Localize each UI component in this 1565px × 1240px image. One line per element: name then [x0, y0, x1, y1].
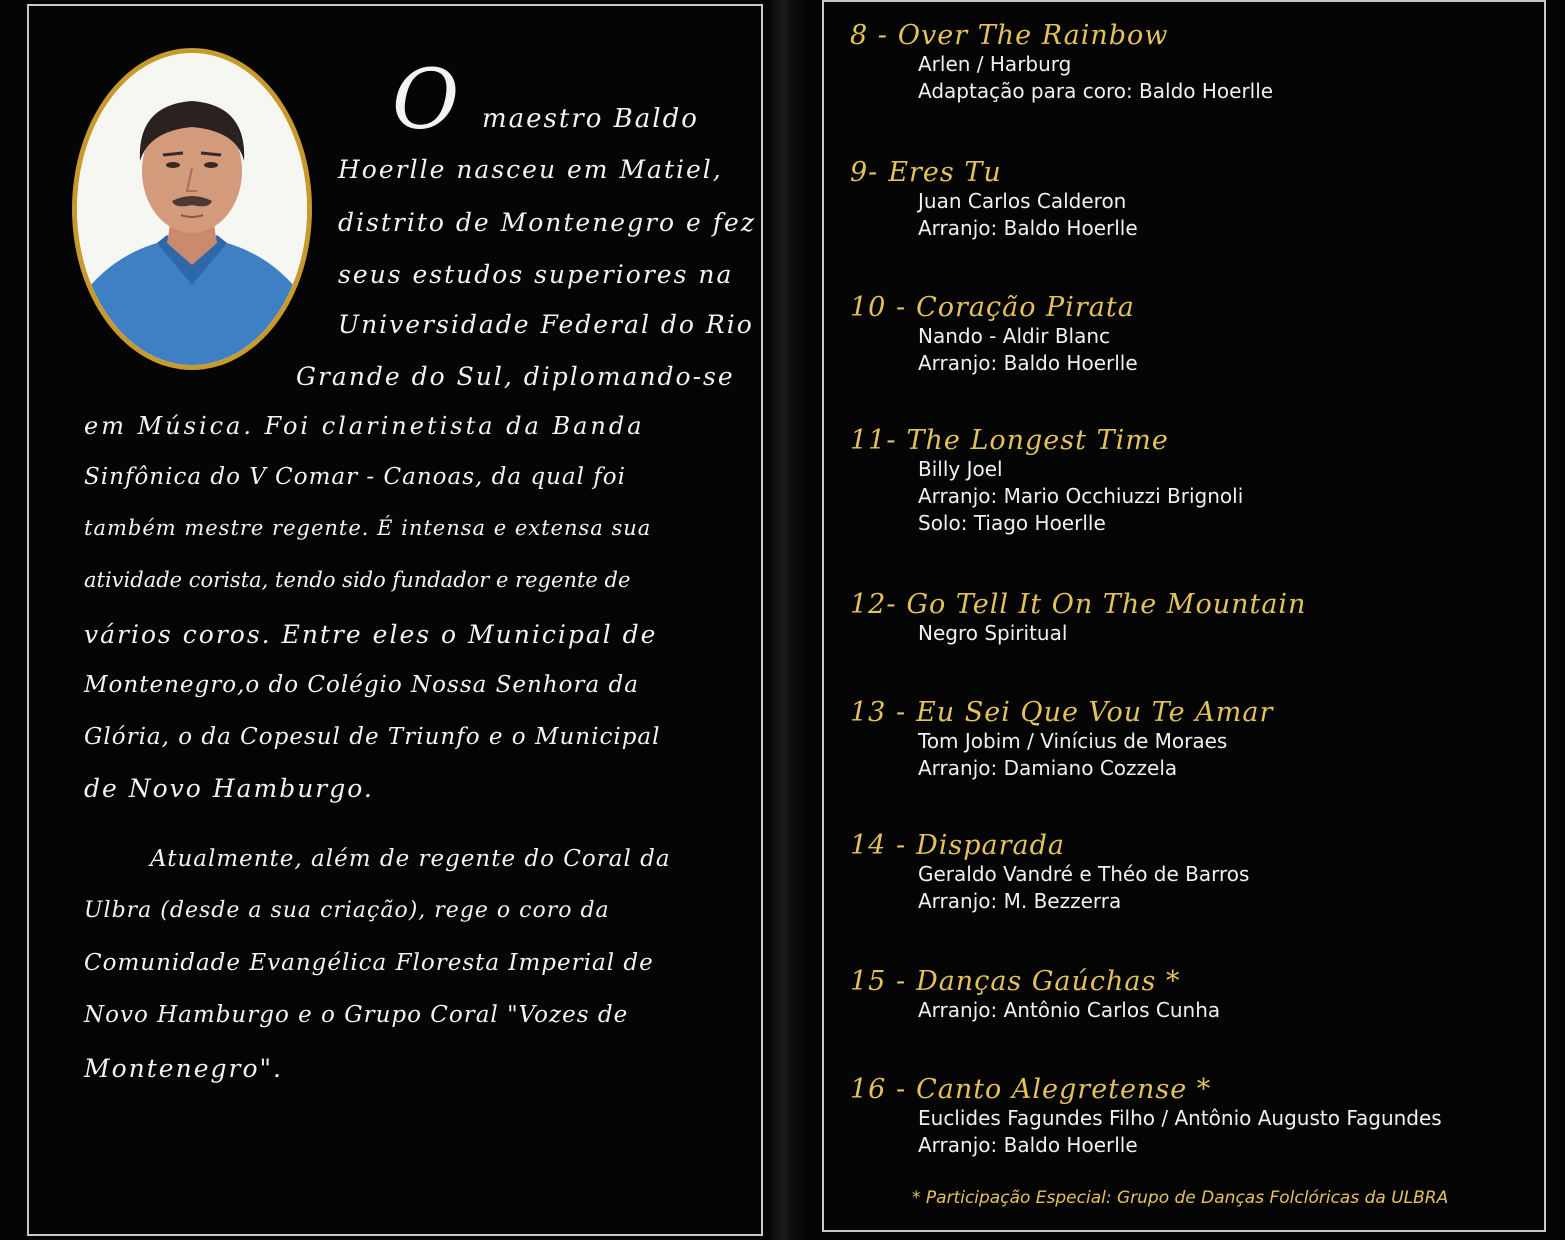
bio-line: Atualmente, além de regente do Coral da: [150, 846, 671, 872]
bio-line: Hoerlle nasceu em Matiel,: [338, 155, 723, 184]
song-credit: Arlen / Harburg: [918, 52, 1072, 76]
bio-line: em Música. Foi clarinetista da Banda: [84, 412, 645, 440]
song-number: 11-: [850, 425, 897, 456]
portrait-illustration: [77, 53, 307, 365]
song-number: 16 -: [850, 1074, 907, 1105]
bio-line: Universidade Federal do Rio: [338, 310, 754, 339]
song-name: Danças Gaúchas *: [916, 966, 1181, 997]
bio-line: Montenegro,o do Colégio Nossa Senhora da: [84, 672, 639, 698]
song-number: 13 -: [850, 697, 907, 728]
song-name: Go Tell It On The Mountain: [906, 589, 1307, 620]
bio-line: Montenegro".: [84, 1054, 283, 1083]
song-name: Eu Sei Que Vou Te Amar: [916, 697, 1274, 728]
song-credit: Billy Joel: [918, 457, 1003, 481]
song-name: The Longest Time: [906, 425, 1169, 456]
song-credit: Arranjo: M. Bezzerra: [918, 889, 1122, 913]
song-credit: Geraldo Vandré e Théo de Barros: [918, 862, 1250, 886]
song-credit: Arranjo: Baldo Hoerlle: [918, 1133, 1138, 1157]
footnote: * Participação Especial: Grupo de Danças Folclóricas da ULBRA: [912, 1188, 1449, 1208]
song-credit: Solo: Tiago Hoerlle: [918, 511, 1106, 535]
song-credit: Arranjo: Antônio Carlos Cunha: [918, 998, 1221, 1022]
song-number: 8 -: [850, 20, 888, 51]
maestro-portrait: [72, 48, 312, 370]
song-title: [850, 697, 1273, 728]
song-name: Coração Pirata: [916, 292, 1135, 323]
song-number: 15 -: [850, 966, 907, 997]
bio-line: Glória, o da Copesul de Triunfo e o Municipal: [84, 724, 661, 750]
song-name: Canto Alegretense *: [916, 1074, 1212, 1105]
song-credit: Arranjo: Damiano Cozzela: [918, 756, 1178, 780]
bio-line: seus estudos superiores na: [338, 260, 734, 289]
song-credit: Arranjo: Baldo Hoerlle: [918, 351, 1138, 375]
song-name: Over The Rainbow: [897, 20, 1169, 51]
song-title: [850, 966, 1220, 997]
drop-cap: O: [392, 53, 460, 148]
bio-line: Comunidade Evangélica Floresta Imperial de: [84, 950, 654, 976]
song-title: [850, 157, 1138, 188]
song-number: 12-: [850, 589, 897, 620]
bio-line: Ulbra (desde a sua criação), rege o coro da: [84, 898, 610, 923]
program-item: [850, 292, 1138, 377]
page-fold: [770, 0, 806, 1240]
bio-line: de Novo Hamburgo.: [84, 774, 374, 803]
song-credit: Nando - Aldir Blanc: [918, 324, 1111, 348]
program-item: [850, 425, 1243, 537]
song-number: 9-: [850, 157, 879, 188]
bio-line: Sinfônica do V Comar - Canoas, da qual foi: [84, 464, 627, 490]
program-item: [850, 157, 1138, 242]
bio-line: maestro Baldo: [482, 104, 699, 134]
bio-line: distrito de Montenegro e fez: [338, 208, 757, 237]
song-title: [850, 589, 1306, 620]
song-credit: Juan Carlos Calderon: [918, 189, 1127, 213]
bio-line: atividade corista, tendo sido fundador e regente de: [84, 568, 631, 592]
song-number: 14 -: [850, 830, 907, 861]
song-credit: Arranjo: Mario Occhiuzzi Brignoli: [918, 484, 1244, 508]
program-item: [850, 966, 1220, 1024]
program-item: [850, 20, 1273, 105]
song-number: 10 -: [850, 292, 907, 323]
program-item: [850, 697, 1273, 782]
song-credit: Arranjo: Baldo Hoerlle: [918, 216, 1138, 240]
song-name: Disparada: [916, 830, 1065, 861]
song-name: Eres Tu: [888, 157, 1002, 188]
song-title: [850, 292, 1138, 323]
program-item: [850, 1074, 1442, 1159]
song-title: [850, 830, 1249, 861]
bio-line: Grande do Sul, diplomando-se: [296, 362, 735, 391]
program-item: [850, 589, 1306, 647]
song-credit: Euclides Fagundes Filho / Antônio Augusto Fagundes: [918, 1106, 1442, 1130]
song-title: [850, 1074, 1442, 1105]
song-credit: Adaptação para coro: Baldo Hoerlle: [918, 79, 1274, 103]
bio-line: vários coros. Entre eles o Municipal de: [84, 620, 658, 649]
bio-line: também mestre regente. É intensa e extensa sua: [84, 516, 652, 540]
song-credit: Tom Jobim / Vinícius de Moraes: [918, 729, 1228, 753]
bio-line: Novo Hamburgo e o Grupo Coral "Vozes de: [84, 1002, 629, 1028]
song-title: [850, 425, 1243, 456]
song-title: [850, 20, 1273, 51]
song-credit: Negro Spiritual: [918, 621, 1068, 645]
program-item: [850, 830, 1249, 915]
